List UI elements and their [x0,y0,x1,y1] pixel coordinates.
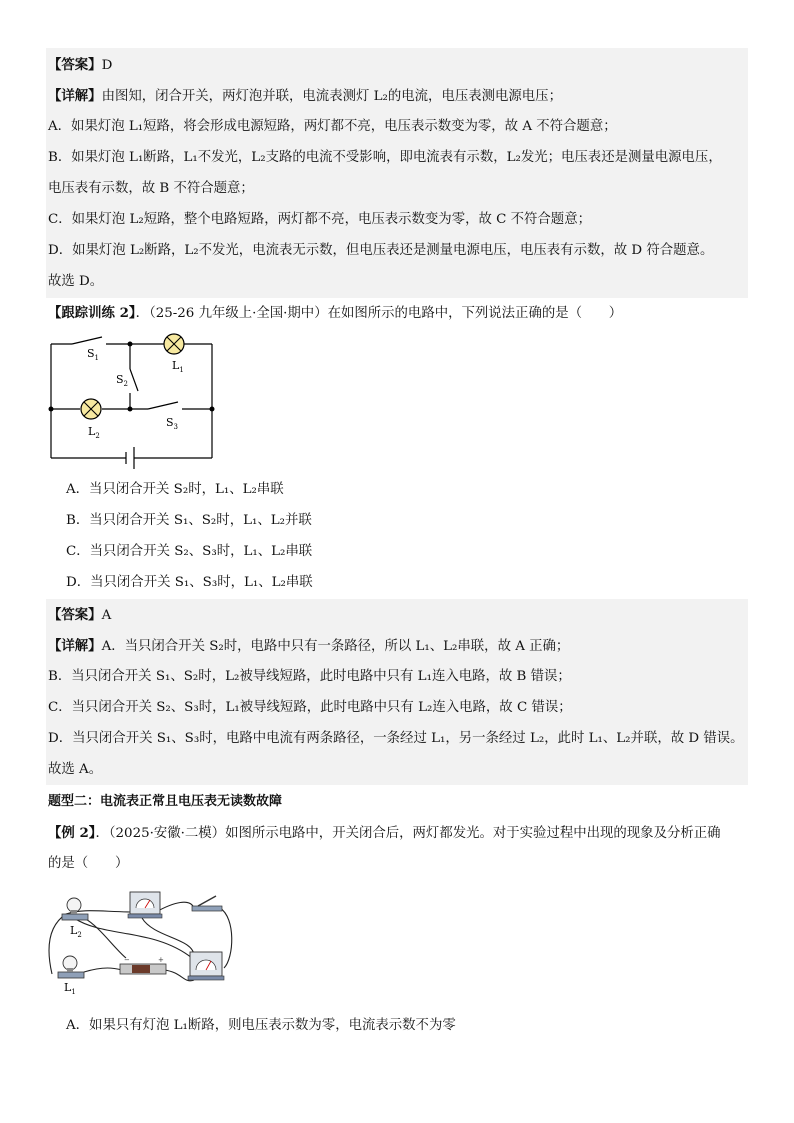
answer-line [48,55,112,76]
answer-tag: 【答案】 [48,607,102,623]
detail-option-d: D．如果灯泡 L₂断路，L₂不发光，电流表无示数，但电压表还是测量电源电压，电压表有示数，故 D 符合题意。 [48,243,714,258]
section-title: 题型二：电流表正常且电压表无读数故障 [48,794,283,809]
ammeter-icon [128,892,162,918]
detail-tag: 【详解】 [48,88,102,104]
label-s1: $S_1$ [87,347,100,362]
question-tag: 【跟踪训练 2】 [48,305,136,321]
lamp-l2 [81,399,101,419]
example-2-stem [48,823,721,844]
switch-icon [192,896,222,911]
detail-option-c: C．当只闭合开关 S₂、S₃时，L₁被导线短路，此时电路中只有 L₂连入电路，故 C 错误； [48,700,572,715]
label-l2: $L_2$ [88,425,100,440]
answer-value: A [101,608,112,623]
circuit-diagram-1 [46,333,221,473]
lamp-l1 [164,334,184,354]
option-d: D．当只闭合开关 S₁、S₃时，L₁、L₂串联 [66,575,313,590]
option-b: B．当只闭合开关 S₁、S₂时，L₁、L₂并联 [66,513,312,528]
detail-option-c: C．如果灯泡 L₂短路，整个电路短路，两灯都不亮，电压表示数变为零，故 C 不符合题意； [48,212,591,227]
example-tag: 【例 2】 [48,825,96,841]
voltmeter-icon [188,952,224,980]
label-s2: $S_2$ [116,373,129,388]
battery-icon [120,956,166,974]
example-option-a: A．如果只有灯泡 L₁断路，则电压表示数为零，电流表示数不为零 [66,1018,456,1033]
choose-line: 故选 D。 [48,274,104,289]
bulb-l2-icon [62,898,88,920]
answer-tag: 【答案】 [48,57,102,73]
example-source: ．（2025·安徽·二模）如图所示电路中，开关闭合后，两灯都发光。对于实验过程中出现的现象及分析正确 [95,826,721,841]
detail-option-b-1: B．如果灯泡 L₁断路，L₁不发光，L₂支路的电流不受影响，即电流表有示数，L₂发光；电压表还是测量电源电压， [48,150,722,165]
circuit-diagram-2 [44,888,240,994]
svg-text:+: + [158,956,164,964]
label-l2: $L_2$ [70,924,82,939]
answer-block-2 [46,599,748,785]
question-2-stem [48,303,622,324]
detail-text: 由图知，闭合开关，两灯泡并联，电流表测灯 L₂的电流，电压表测电源电压； [101,89,562,104]
option-a: A．当只闭合开关 S₂时，L₁、L₂串联 [66,482,284,497]
svg-text:−: − [124,956,130,964]
detail-option-d: D．当只闭合开关 S₁、S₃时，电路中电流有两条路径，一条经过 L₁，另一条经过 L₂，此时 L₁、L₂并联，故 D 错误。 [48,731,744,746]
choose-line-2: 故选 A。 [48,762,103,777]
detail-option-b: B．当只闭合开关 S₁、S₂时，L₂被导线短路，此时电路中只有 L₁连入电路，故 B 错误； [48,669,571,684]
detail-line-2 [48,636,569,657]
example-2-stem-2: 的是（ ） [48,856,129,871]
detail-line [48,86,562,107]
option-c: C．当只闭合开关 S₂、S₃时，L₁、L₂串联 [66,544,313,559]
label-s3: $S_3$ [166,416,179,431]
answer-line-2 [48,605,111,626]
answer-value: D [101,58,113,73]
bulb-l1-icon [58,956,84,978]
question-source: ．（25-26 九年级上·全国·期中）在如图所示的电路中，下列说法正确的是（ ） [135,306,623,321]
label-l1: $L_1$ [172,359,184,374]
detail-text: A．当只闭合开关 S₂时，电路中只有一条路径，所以 L₁、L₂串联，故 A 正确； [101,639,570,654]
detail-option-a: A．如果灯泡 L₁短路，将会形成电源短路，两灯都不亮，电压表示数变为零，故 A 不符合题意； [48,119,617,134]
label-l1: $L_1$ [64,981,76,994]
detail-option-b-2: 电压表有示数，故 B 不符合题意； [48,181,254,196]
detail-tag: 【详解】 [48,638,102,654]
